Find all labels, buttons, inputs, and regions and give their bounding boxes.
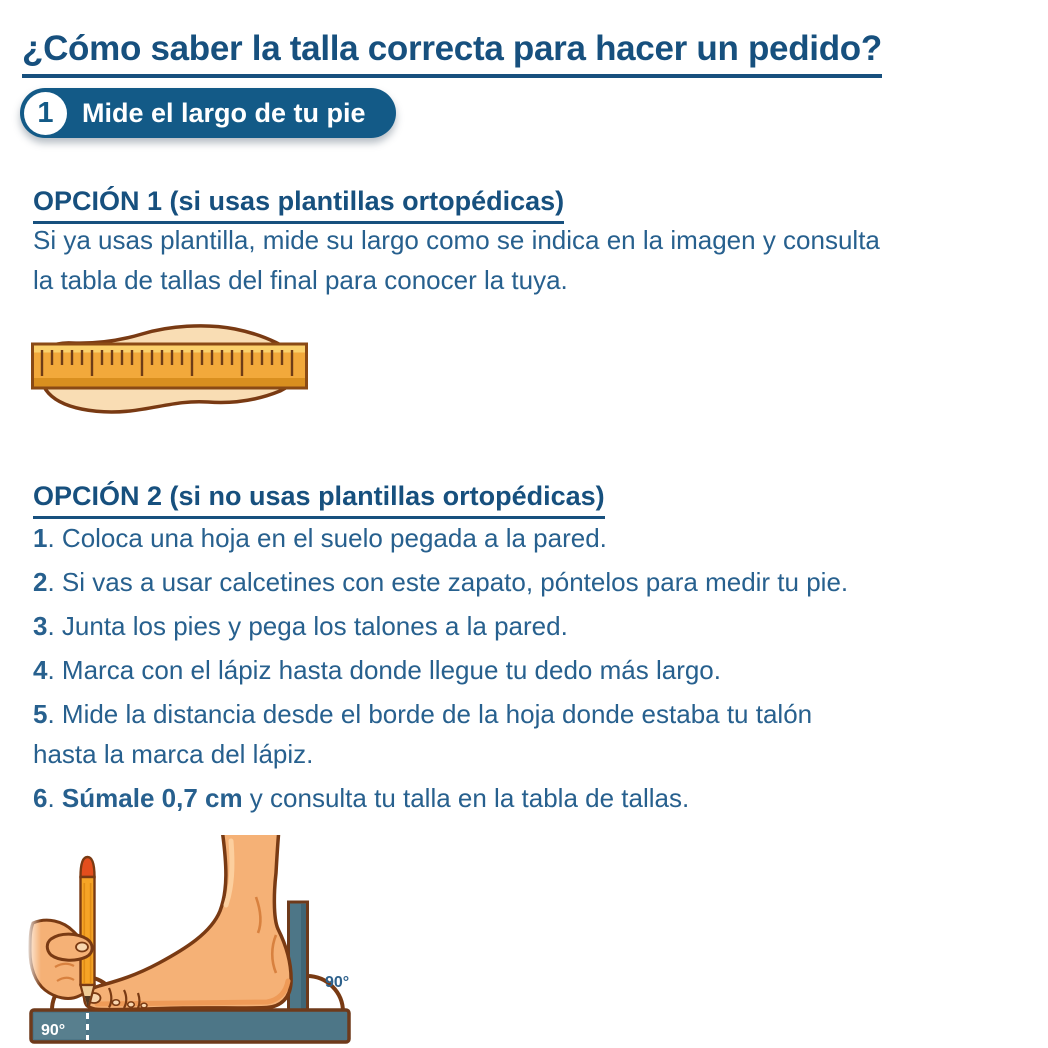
step-text: . Junta los pies y pega los talones a la pared. [47, 611, 568, 641]
angle-label-right: 90° [325, 974, 350, 991]
foot-measure-illustration [25, 835, 375, 1048]
option1-heading: OPCIÓN 1 (si usas plantillas ortopédicas) [33, 186, 564, 224]
floor-base [31, 1010, 349, 1042]
step-number: 6 [33, 783, 48, 813]
step-text: hasta la marca del lápiz. [33, 739, 314, 769]
option2-heading: OPCIÓN 2 (si no usas plantillas ortopédicas) [33, 481, 605, 519]
step-number: 3 [33, 611, 48, 641]
steps-list [33, 518, 848, 822]
ruler-icon [33, 344, 307, 388]
option1-paragraph [33, 220, 880, 300]
thumbnail [76, 943, 88, 952]
step-text: . Mide la distancia desde el borde de la hoja donde estaba tu talón [47, 699, 813, 729]
step-number: 2 [33, 567, 48, 597]
step-text: y consulta tu talla en la tabla de tallas. [242, 783, 690, 813]
step-number: 5 [33, 699, 48, 729]
paragraph-line: la tabla de tallas del final para conocer la tuya. [33, 265, 568, 295]
angle-label-left: 90° [41, 1022, 66, 1039]
foot-icon [85, 835, 291, 1010]
step-text: . Marca con el lápiz hasta donde llegue tu dedo más largo. [47, 655, 721, 685]
step-line [33, 694, 848, 734]
step-text: . Coloca una hoja en el suelo pegada a la pared. [47, 523, 607, 553]
pencil-icon [81, 857, 95, 1007]
insole-ruler-illustration [30, 320, 320, 432]
step-number: 1 [33, 523, 48, 553]
step-line [33, 562, 848, 602]
step-text: . Si vas a usar calcetines con este zapato, póntelos para medir tu pie. [47, 567, 849, 597]
step-line-continuation [33, 734, 848, 774]
thumb-shape [47, 934, 92, 960]
step-text: . [47, 783, 62, 813]
step-line [33, 606, 848, 646]
step-line [33, 650, 848, 690]
badge-number: 1 [37, 96, 54, 129]
badge-number-circle [24, 92, 67, 135]
step-bold-text: Súmale 0,7 cm [61, 783, 243, 813]
page-title: ¿Cómo saber la talla correcta para hacer un pedido? [22, 29, 882, 78]
hand-fade [25, 915, 41, 1005]
step-line [33, 778, 848, 818]
step-line [33, 518, 848, 558]
wall-shape [289, 902, 308, 1012]
badge-label: Mide el largo de tu pie [82, 97, 366, 128]
paragraph-line: Si ya usas plantilla, mide su largo como se indica en la imagen y consulta [33, 225, 880, 255]
step-badge [20, 88, 396, 138]
step-number: 4 [33, 655, 48, 685]
